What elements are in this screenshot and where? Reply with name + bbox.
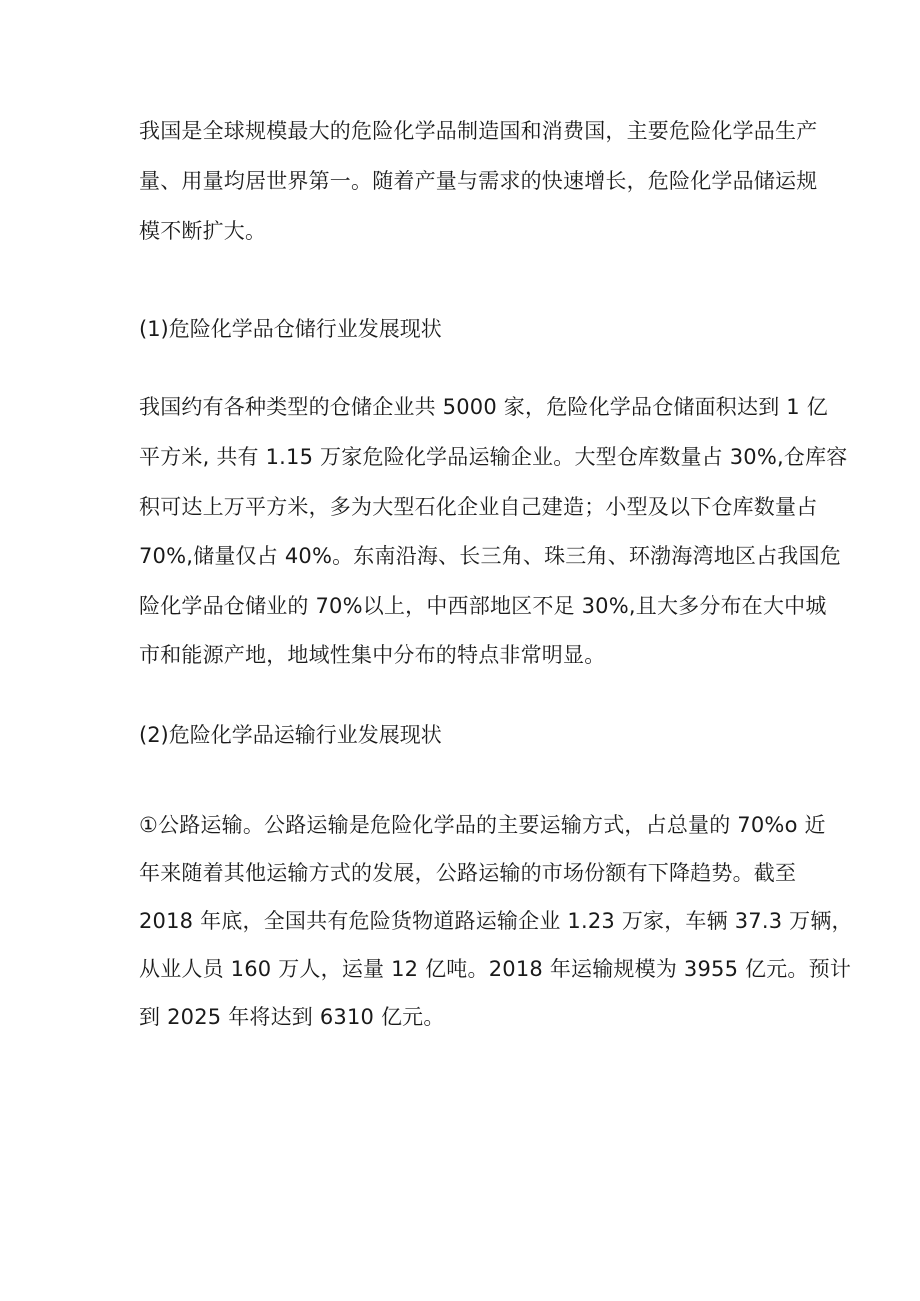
section1-line-2: 平方米, 共有 1.15 万家危险化学品运输企业。大型仓库数量占 30%,仓库容	[139, 445, 848, 469]
section1-line-3: 积可达上万平方米，多为大型石化企业自己建造；小型及以下仓库数量占	[139, 495, 818, 519]
section2-line-1: ①公路运输。公路运输是危险化学品的主要运输方式，占总量的 70%o 近	[139, 813, 826, 837]
section2-line-2: 年来随着其他运输方式的发展，公路运输的市场份额有下降趋势。截至	[139, 861, 797, 885]
intro-line-1: 我国是全球规模最大的危险化学品制造国和消费国，主要危险化学品生产	[139, 119, 818, 143]
section2-line-4: 从业人员 160 万人，运量 12 亿吨。2018 年运输规模为 3955 亿元。预计	[139, 957, 852, 981]
intro-line-2: 量、用量均居世界第一。随着产量与需求的快速增长，危险化学品储运规	[139, 169, 818, 193]
section1-heading: (1)危险化学品仓储行业发展现状	[139, 317, 442, 341]
section1-line-5: 险化学品仓储业的 70%以上，中西部地区不足 30%,且大多分布在大中城	[139, 594, 827, 618]
section1-line-1: 我国约有各种类型的仓储企业共 5000 家，危险化学品仓储面积达到 1 亿	[139, 395, 828, 419]
section1-line-4: 70%,储量仅占 40%。东南沿海、长三角、珠三角、环渤海湾地区占我国危	[139, 544, 841, 568]
section1-line-6: 市和能源产地，地域性集中分布的特点非常明显。	[139, 643, 606, 667]
section2-line-3: 2018 年底，全国共有危险货物道路运输企业 1.23 万家，车辆 37.3 万辆，	[139, 909, 853, 933]
section2-heading: (2)危险化学品运输行业发展现状	[139, 723, 442, 747]
intro-line-3: 模不断扩大。	[139, 219, 267, 243]
section2-line-5: 到 2025 年将达到 6310 亿元。	[139, 1005, 445, 1029]
